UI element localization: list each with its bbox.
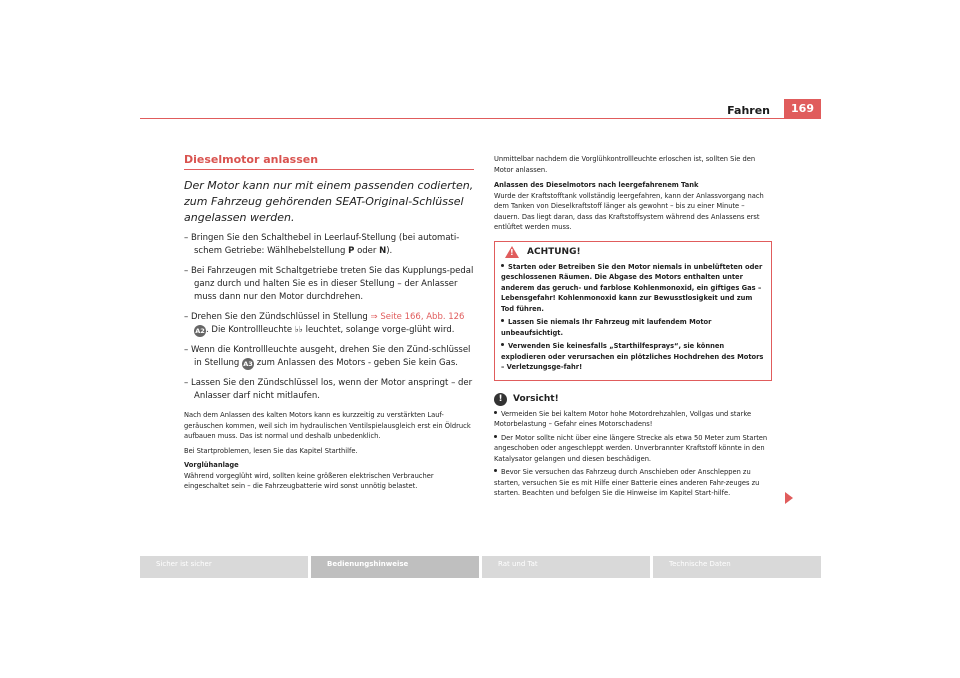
caution-item: [494, 409, 772, 430]
step-2: – Bei Fahrzeugen mit Schaltgetriebe treten Sie das Kupplungs-pedal ganz durch und halten Sie es in dieser Stellung – der Anlasser muss dann nur den Motor durchdrehen.: [184, 266, 474, 302]
note-cold-start: Nach dem Anlassen des kalten Motors kann es kurzzeitig zu verstärkten Lauf-geräuschen kommen, weil sich im hydraulischen Ventilspielausgleich erst ein Öldruck aufbauen muss. Das ist normal und deshalb unbedenklich.: [184, 411, 471, 440]
caution-icon: !: [494, 393, 507, 406]
step-4: [184, 344, 474, 370]
section-title: Dieselmotor anlassen: [184, 153, 474, 170]
caution-item: [494, 467, 772, 499]
caution-text: Bevor Sie versuchen das Fahrzeug durch Anschieben oder Anschleppen zu starten, versuchen Sie es mit Hilfe einer Batterie eines anderen Fahr-zeuges zu starten. Beachten und befolgen Sie die Hinweise im Kapitel Start-hilfe.: [494, 468, 760, 497]
caution-text: Der Motor sollte nicht über eine längere Strecke als etwa 50 Meter zum Starten angeschoben oder angeschleppt werden. Unverbrannter Kraftstoff könnte in den Katalysator gelangen und diesen beschädigen.: [494, 433, 768, 463]
caution-text: Vermeiden Sie bei kaltem Motor hohe Motordrehzahlen, Vollgas und starke Motorbelastung – Gefahr eines Motorschadens!: [494, 409, 752, 428]
paragraph-start-after-glow: Unmittelbar nachdem die Vorglühkontrollleuchte erloschen ist, sollten Sie den Motor anlassen.: [494, 155, 756, 174]
step-1: [184, 232, 474, 258]
step-text: – Drehen Sie den Zündschlüssel in Stellung: [184, 312, 371, 322]
note-start-problems: Bei Startproblemen, lesen Sie das Kapitel Starthilfe.: [184, 446, 358, 455]
step-text: – Bringen Sie den Schalthebel in Leerlauf-Stellung (bei automati-schem Getriebe: Wählhebelstellung: [184, 233, 460, 256]
caution-header: [494, 393, 772, 406]
note-preglow: Während vorgeglüht wird, sollten keine größeren elektrischen Verbraucher eingeschaltet sein – die Fahrzeugbatterie wird sonst unnötig belastet.: [184, 471, 434, 490]
gear-p: P: [348, 246, 355, 256]
caution-item: [494, 433, 772, 465]
glow-plug-lamp-icon: ♭♭: [294, 325, 303, 335]
warning-text: Verwenden Sie keinesfalls „Starthilfesprays“, sie können explodieren oder verursachen ein plötzliches Hochdrehen des Motors – Verletzungsge-fahr!: [501, 342, 764, 371]
page-reference-link[interactable]: ⇒ Seite 166, Abb. 126: [370, 312, 465, 322]
bullet-icon: [494, 469, 497, 472]
bullet-icon: [501, 343, 504, 346]
subheading-preglow: Vorglühanlage: [184, 461, 239, 469]
right-column: [494, 154, 772, 502]
intro-text: Der Motor kann nur mit einem passenden codierten, zum Fahrzeug gehörenden SEAT-Original-Schlüssel angelassen werden.: [184, 179, 474, 224]
page-header-title: Fahren: [727, 104, 770, 117]
tab-rat-und-tat[interactable]: Rat und Tat: [482, 556, 650, 578]
warning-text: Starten oder Betreiben Sie den Motor niemals in unbelüfteten oder geschlossenen Räumen. Die Abgase des Motors enthalten unter anderem das geruch- und farblose Kohlenmonoxid, ein giftiges Gas – Lebensgefahr! Kohlenmonoxid kann zur Bewusstlosigkeit und zum Tod führen.: [501, 262, 763, 313]
position-badge-a2: A2: [195, 327, 205, 335]
step-5: – Lassen Sie den Zündschlüssel los, wenn der Motor anspringt – der Anlasser darf nicht mitlaufen.: [184, 378, 473, 401]
step-text: – Wenn die Kontrollleuchte ausgeht, drehen Sie den Zünd-schlüssel in Stellung: [184, 345, 471, 368]
step-text: oder: [354, 246, 380, 256]
page-number: 169: [784, 99, 821, 118]
paragraph-empty-tank: Wurde der Kraftstofftank vollständig leergefahren, kann der Anlassvorgang nach dem Tanken von Dieselkraftstoff länger als gewohnt – bis zu einer Minute – dauern. Das liegt daran, dass das Kraftstoffsystem während des Anlassens erst entlüftet werden muss.: [494, 191, 764, 231]
warning-triangle-icon: !: [505, 246, 519, 258]
gear-n: N: [379, 246, 387, 256]
footer-tabs: [140, 556, 821, 578]
bullet-icon: [501, 264, 504, 267]
caution-title: Vorsicht!: [513, 394, 559, 404]
step-3: [184, 311, 474, 337]
bullet-icon: [494, 435, 497, 438]
left-column: [184, 153, 474, 496]
header-divider: [140, 118, 821, 119]
step-text: leuchtet, solange vorge-glüht wird.: [302, 325, 455, 335]
bullet-icon: [501, 319, 504, 322]
bullet-icon: [494, 411, 497, 414]
tab-technische-daten[interactable]: Technische Daten: [653, 556, 821, 578]
step-text: ).: [386, 246, 393, 256]
tab-bedienungshinweise[interactable]: Bedienungshinweise: [311, 556, 479, 578]
warning-box: [494, 241, 772, 381]
warning-title: ACHTUNG!: [527, 246, 581, 257]
warning-header: [495, 246, 771, 258]
warning-text: Lassen Sie niemals Ihr Fahrzeug mit laufendem Motor unbeaufsichtigt.: [501, 318, 712, 337]
position-badge-a3: A3: [243, 360, 253, 368]
warning-item: [495, 262, 771, 315]
next-page-arrow-icon[interactable]: [785, 492, 793, 504]
step-text: zum Anlassen des Motors - geben Sie kein Gas.: [254, 358, 458, 368]
warning-item: [495, 341, 771, 373]
step-text: . Die Kontrollleuchte: [206, 325, 295, 335]
tab-sicher-ist-sicher[interactable]: Sicher ist sicher: [140, 556, 308, 578]
warning-item: [495, 317, 771, 338]
subheading-empty-tank: Anlassen des Dieselmotors nach leergefahrenem Tank: [494, 181, 699, 189]
